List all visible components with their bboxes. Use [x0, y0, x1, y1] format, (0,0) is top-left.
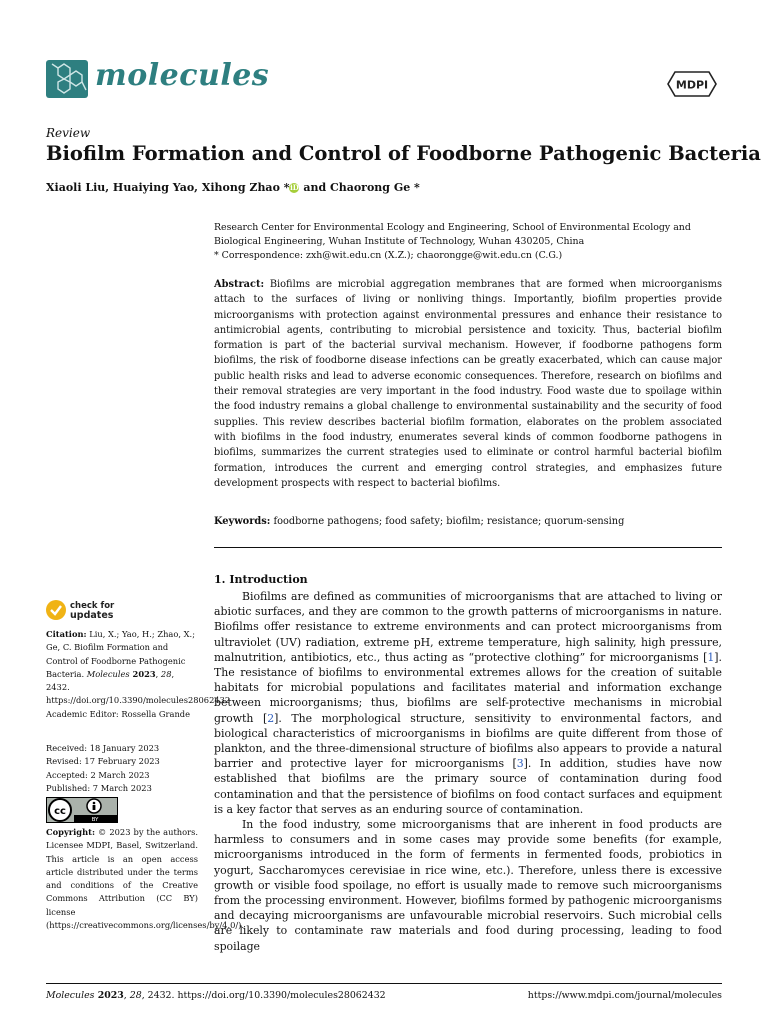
- sidebar-citation: Citation: Liu, X.; Yao, H.; Zhao, X.; Ge, C. Biofilm Formation and Control of Foodborne Pathogenic Bacteria. Molecules 2023, 28, 2432. https://doi.org/10.3390/molecules28062432: [46, 629, 231, 706]
- check-for-updates-line2: updates: [70, 610, 114, 621]
- date-accepted: Accepted: 2 March 2023: [46, 769, 150, 780]
- check-for-updates-line1: check for: [70, 601, 115, 611]
- keywords: [214, 514, 722, 529]
- abstract-text: Biofilms are microbial aggregation membranes that are formed when microorganisms attach to the surfaces of living or nonliving things. Importantly, biofilm properties provide microorganisms with protection against environmental pressures and enhance their resistance to antimicrobial agents, contributing to microbial persistence and toxicity. Thus, bacterial biofilm formation is part of the bacterial survival mechanism. However, if foodborne pathogens form biofilms, the risk of foodborne disease infections can be greatly exacerbated, which can cause major public health risks and lead to adverse economic consequences. Therefore, research on biofilms and their removal strategies are very important in the food industry. Food waste due to spoilage within the food industry remains a global challenge to environmental sustainability and the security of food supplies. This review describes bacterial biofilm formation, elaborates on the problem associated with biofilms in the food industry, enumerates several kinds of common foodborne pathogens in biofilms, summarizes the current strategies used to eliminate or control harmful bacterial biofilm formation, introduces the current and emerging control strategies, and emphasizes future development prospects with respect to bacterial biofilms.: [214, 279, 722, 489]
- abstract: [214, 277, 722, 491]
- orcid-icon[interactable]: iD: [290, 183, 299, 192]
- svg-text:cc: cc: [54, 806, 66, 817]
- publication-dates: [46, 742, 198, 795]
- introduction-body: [214, 589, 722, 954]
- footer-citation: Molecules 2023, 28, 2432. https://doi.org/10.3390/molecules28062432: [46, 990, 386, 1001]
- date-published: Published: 7 March 2023: [46, 782, 152, 793]
- date-revised: Revised: 17 February 2023: [46, 756, 160, 767]
- mdpi-logo-text: MDPI: [675, 78, 709, 92]
- journal-name: molecules: [95, 58, 270, 93]
- section-heading-introduction: 1. Introduction: [214, 573, 308, 586]
- copyright-label: Copyright:: [46, 827, 96, 837]
- footer-divider: [46, 983, 722, 984]
- date-received: Received: 18 January 2023: [46, 743, 160, 753]
- intro-paragraph-2: In the food industry, some microorganisms that are inherent in food products are harmless to consumers and in some cases may provide some benefits (for example, microorganisms introduced in the form of ferments in fermented foods, probiotics in yogurt, Saccharomyces cerevisiae in rice wine, etc.). Therefore, unless there is excessive growth or visible food spoilage, no effort is usually made to remove such microorganisms from the processing environment. However, biofilms formed by pathogenic microorganisms and decaying microorganisms are unfavourable microbial reservoirs. Such microbial cells are likely to contaminate raw materials and food during processing, leading to food spoilage: [214, 818, 722, 953]
- keywords-label: Keywords:: [214, 516, 271, 527]
- authors-part-1: Xiaoli Liu, Huaiying Yao, Xihong Zhao *: [46, 181, 290, 194]
- cc-by-license-badge[interactable]: [46, 797, 118, 823]
- cc-by-label: BY: [91, 817, 99, 823]
- section-divider: [214, 547, 722, 548]
- citation-link-1[interactable]: 1: [707, 650, 715, 664]
- abstract-label: Abstract:: [214, 279, 265, 290]
- footer-journal-url[interactable]: https://www.mdpi.com/journal/molecules: [527, 990, 722, 1001]
- check-for-updates-icon: [46, 600, 66, 620]
- academic-editor: Academic Editor: Rossella Grande: [46, 709, 191, 719]
- correspondence: * Correspondence: zxh@wit.edu.cn (X.Z.); chaorongge@wit.edu.cn (C.G.): [214, 250, 563, 261]
- molecules-logo-icon: [46, 60, 88, 98]
- article-title: Biofilm Formation and Control of Foodborne Pathogenic Bacteria: [46, 142, 761, 165]
- citation-link-3[interactable]: 3: [516, 757, 524, 771]
- authors-part-2: and Chaorong Ge *: [299, 181, 420, 194]
- citation-link-2[interactable]: 2: [267, 711, 275, 725]
- keywords-text: foodborne pathogens; food safety; biofilm; resistance; quorum-sensing: [270, 516, 625, 527]
- article-type: Review: [46, 126, 91, 140]
- citation-label: Citation:: [46, 629, 87, 639]
- check-for-updates-button[interactable]: [46, 600, 126, 624]
- affiliation: Research Center for Environmental Ecology and Engineering, School of Environmental Ecology and Biological Engineering, Wuhan Institute of Technology, Wuhan 430205, China: [214, 222, 691, 247]
- citation-doi: , 2432. https://doi.org/10.3390/molecules28062432: [46, 668, 231, 706]
- mdpi-logo[interactable]: [667, 71, 717, 97]
- intro-paragraph-1: Biofilms are defined as communities of microorganisms that are attached to living or abiotic surfaces, and they are common to the growth patterns of microorganisms in nature. Biofilms offer resistance to extreme environments and can protect microorganisms from ultraviolet (UV) radiation, extreme pH, extreme temperature, high salinity, high pressure, malnutrition, antibiotics, etc., thus acting as “protective clothing” for microorganisms [1]. The resistance of biofilms to environmental extremes allows for the creation of suitable habitats for microbial populations and facilitates material and information exchange between microorganisms; thus, biofilms are self-protective mechanisms in microbial growth [2]. The morphological structure, sensitivity to environmental factors, and biological characteristics of microorganisms in biofilms are quite different from those of plankton, and the three-dimensional structure of biofilms also appears to provide a natural barrier and protective layer for microorganisms [3]. In addition, studies have now established that biofilms are the primary source of contamination during food contamination and that the persistence of biofilms on food contact surfaces and equipment is a key factor that serves as an enduring source of contamination.: [214, 590, 722, 816]
- author-list: [46, 181, 420, 194]
- copyright-notice: Copyright: © 2023 by the authors. Licensee MDPI, Basel, Switzerland. This article is an open access article distributed under the terms and conditions of the Creative Commons Attribution (CC BY) license (https://creativecommons.org/licenses/by/4.0/).: [46, 827, 245, 931]
